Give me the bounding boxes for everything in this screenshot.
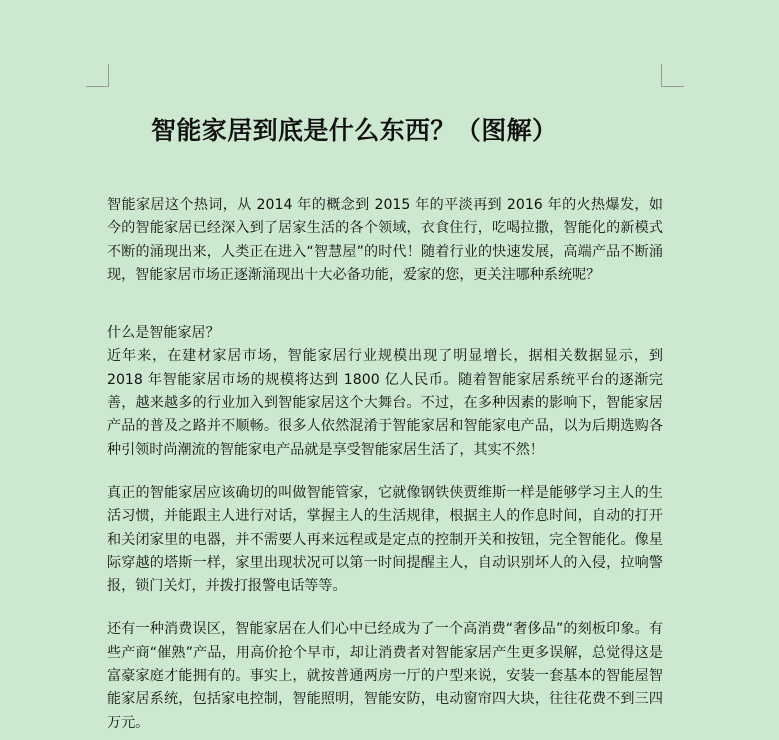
- crop-mark-top-right: [661, 64, 684, 87]
- document-title: 智能家居到底是什么东西？（图解）: [151, 116, 558, 145]
- intro-paragraph: 智能家居这个热词，从 2014 年的概念到 2015 年的平淡再到 2016 年的火热爆发，如今的智能家居已经深入到了居家生活的各个领域，衣食住行，吃喝拉撒，智能化的新模式不断的涌现出来，人类正在进入“智慧屋”的时代！随着行业的快速发展，高端产品不断涌现，智能家居市场正逐渐涌现出十大必备功能，爱家的您，更关注哪种系统呢？: [107, 197, 663, 283]
- section-heading: 什么是智能家居？: [107, 325, 220, 342]
- body-paragraph-2: 真正的智能家居应该确切的叫做智能管家，它就像钢铁侠贾维斯一样是能够学习主人的生活习惯，并能跟主人进行对话，掌握主人的生活规律，根据主人的作息时间，自动的打开和关闭家里的电器，并不需要人再来远程或是定点的控制开关和按钮，完全智能化。像星际穿越的塔斯一样，家里出现状况可以第一时间提醒主人，自动识别坏人的入侵，拉响警报，锁门关灯，并拨打报警电话等等。: [107, 484, 663, 595]
- document-page: [107, 112, 663, 735]
- spacer: [107, 598, 663, 618]
- spacer: [107, 462, 663, 482]
- spacer: [107, 287, 663, 310]
- body-paragraph-1: 近年来，在建材家居市场，智能家居行业规模出现了明显增长，据相关数据显示，到 2018 年智能家居市场的规模将达到 1800 亿人民币。随着智能家居系统平台的逐渐完善，越来越多的行业加入到智能家居这个大舞台。不过，在多种因素的影响下，智能家居产品的普及之路并不顺畅。很多人依然混淆于智能家居和智能家电产品，以为后期选购各种引领时尚潮流的智能家电产品就是享受智能家居生活了，其实不然！: [107, 348, 663, 458]
- crop-mark-top-left: [86, 64, 109, 87]
- body-paragraph-3: 还有一种消费误区，智能家居在人们心中已经成为了一个高消费“奢侈品”的刻板印象。有些产商“催熟”产品，用高价抢个早市，却让消费者对智能家居产生更多误解，总觉得这是富豪家庭才能拥有的。事实上，就按普通两房一厅的户型来说，安装一套基本的智能屋智能家居系统，包括家电控制，智能照明，智能安防，电动窗帘四大块，往往花费不到三四万元。: [107, 621, 663, 731]
